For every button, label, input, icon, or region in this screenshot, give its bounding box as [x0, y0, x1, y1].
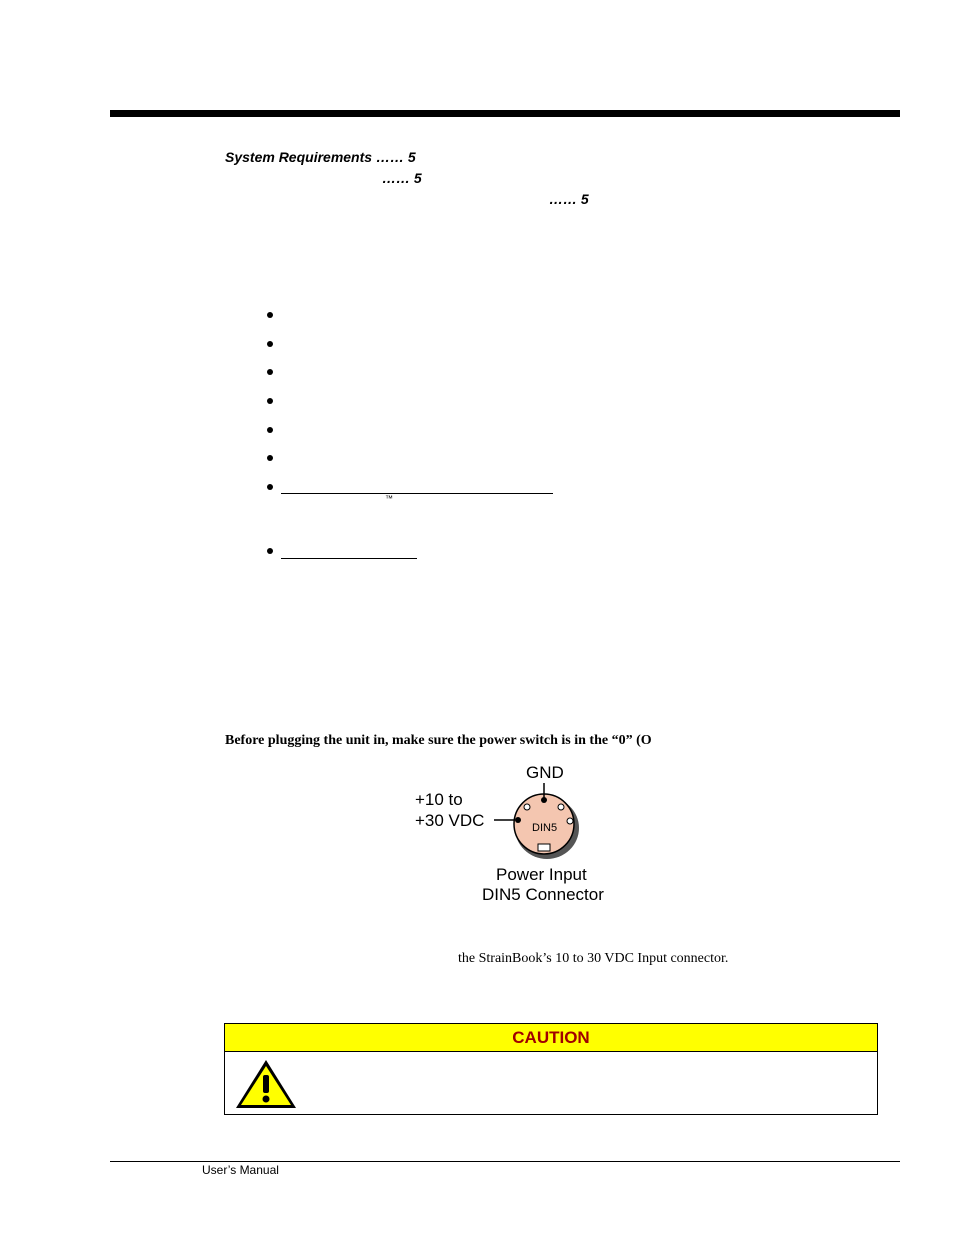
power-switch-note: Before plugging the unit in, make sure the power switch is in the “0” (O — [225, 733, 652, 748]
caution-title: CAUTION — [225, 1024, 877, 1052]
caution-box — [224, 1023, 878, 1115]
voltage-label-2: +30 VDC — [415, 811, 485, 830]
bullet-1 — [267, 312, 273, 318]
power-input-figure — [410, 760, 640, 910]
warning-triangle-icon — [234, 1057, 298, 1111]
connector-reference-text: the StrainBook’s 10 to 30 VDC Input connector. — [458, 951, 729, 966]
din5-inner-label: DIN5 — [532, 822, 558, 834]
link-underline-7[interactable] — [281, 493, 553, 494]
caption-power-input: Power Input — [496, 865, 587, 884]
toc-line-system-requirements[interactable]: System Requirements …… 5 — [225, 149, 416, 165]
connector-key — [538, 844, 550, 851]
bullet-8 — [267, 548, 273, 554]
toc-line-2[interactable]: …… 5 — [382, 170, 422, 186]
gnd-pin — [541, 797, 547, 803]
bullet-5 — [267, 427, 273, 433]
toc-line-3[interactable]: …… 5 — [549, 191, 589, 207]
gnd-label: GND — [526, 763, 564, 782]
bullet-7 — [267, 484, 273, 490]
footer-rule — [110, 1161, 900, 1162]
pin-5 — [567, 818, 573, 824]
caption-din5-connector: DIN5 Connector — [482, 885, 604, 904]
power-pin — [515, 817, 521, 823]
top-rule — [110, 110, 900, 117]
bullet-6 — [267, 455, 273, 461]
link-underline-8[interactable] — [281, 558, 417, 559]
voltage-label-1: +10 to — [415, 790, 463, 809]
din5-connector-diagram — [410, 760, 640, 910]
bullet-4 — [267, 398, 273, 404]
bullet-2 — [267, 341, 273, 347]
footer-manual-label: User’s Manual — [202, 1163, 279, 1177]
bullet-3 — [267, 369, 273, 375]
trademark-mark: ™ — [385, 494, 393, 503]
pin-3 — [524, 804, 530, 810]
pin-4 — [558, 804, 564, 810]
